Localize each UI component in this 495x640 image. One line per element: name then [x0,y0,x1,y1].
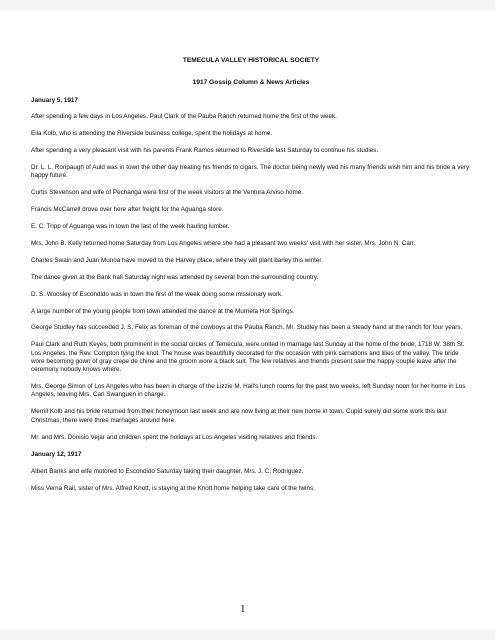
news-item: Albert Banks and wife motored to Escondido Saturday taking their daughter, Mrs. J. C. Rodriguez. [31,467,304,475]
document-title: TEMECULA VALLEY HISTORICAL SOCIETY [182,57,320,64]
page-number: 1 [240,603,246,615]
news-item: Francis McCarrell drove over here after freight for the Aguanga store. [31,206,224,214]
page-bottom-border [0,630,495,640]
news-item: After spending a few days in Los Angeles, Paul Clark of the Pauba Ranch returned home the first of the week. [31,113,337,121]
section-january-5 [31,97,471,442]
section-january-12 [31,451,471,493]
news-item: Mrs. George Simon of Los Angeles who has been in charge of the Lizzie M. Hall's lunch rooms for the past two weeks, left Sunday noon for her home in Los Angeles, leaving Mrs. Carl Swanguen in charge. [31,383,466,399]
news-item: Paul Clark and Ruth Keyes, both prominent in the social circles of Temecula, were united in marriage last Sunday at the home of the bride, 1718 W. 38th St. Los Angeles, the Rev. Compton tying the knot. The house was beautifully decorated for the occasion with pink carnations and lilies of the valley. The bride wore becoming gown of gray crepe de chine and the groom wore a black suit. The few relatives and friends present saw the happy couple leave after the ceremony nobody knows where. [31,341,465,374]
news-item: Curtis Stevenson and wife of Pechanga were first of the week visitors at the Ventura Arviso home. [31,189,303,197]
document-body [31,57,471,493]
news-item: E. C. Tripp of Aguanga was in town the last of the week hauling lumber. [31,223,230,231]
news-item: The dance given at the Bank hall Saturday night was attended by several from the surrounding country. [31,273,319,281]
document-subtitle: 1917 Gossip Column & News Articles [192,79,310,87]
news-item: George Studley has succeeded J. S. Felix as foreman of the cowboys at the Pauba Ranch. Mr. Studley has been a steady hand at the ranch for four years. [31,324,463,332]
news-item: Dr. L. L. Roripaugh of Auld was in town the other day treating his friends to cigars. The doctor being newly wed his many friends wish him and his bride a very happy future. [31,164,470,180]
news-item: Miss Verna Rail, sister of Mrs. Alfred Knott, is staying at the Knott home helping take care of the twins. [31,484,315,492]
news-item: Mrs. John B. Kelly returned home Saturday from Los Angeles where she had a pleasant two weeks' visit with her sister, Mrs. John N. Carr. [31,240,416,248]
news-item: Merrill Kolb and his bride returned from their honeymoon last week and are now living at their new home in town. Cupid surely did some work this last Christmas, there were three marriages around here. [31,408,447,424]
news-item: After spending a very pleasant visit with his parents Frank Ramos returned to Riverside last Saturday to continue his studies. [31,147,379,155]
news-item: Mr. and Mrs. Donisio Vejar and children spent the holidays at Los Angeles visiting relatives and friends. [31,433,318,441]
news-item: D. S. Woosley of Escondido was in town the first of the week doing some missionary work. [31,290,283,298]
page-top-border [0,0,495,10]
news-item: Eila Kolb, who is attending the Riverside business college, spent the holidays at home. [31,130,273,138]
news-item: A large number of the young people from town attended the dance at the Murrieta Hot Springs. [31,307,295,315]
news-item: Charles Swain and Juan Munoa have moved to the Harvey place, where they will plant barley this winter. [31,256,323,264]
section-date: January 5, 1917 [31,96,78,104]
section-date: January 12, 1917 [31,450,82,458]
